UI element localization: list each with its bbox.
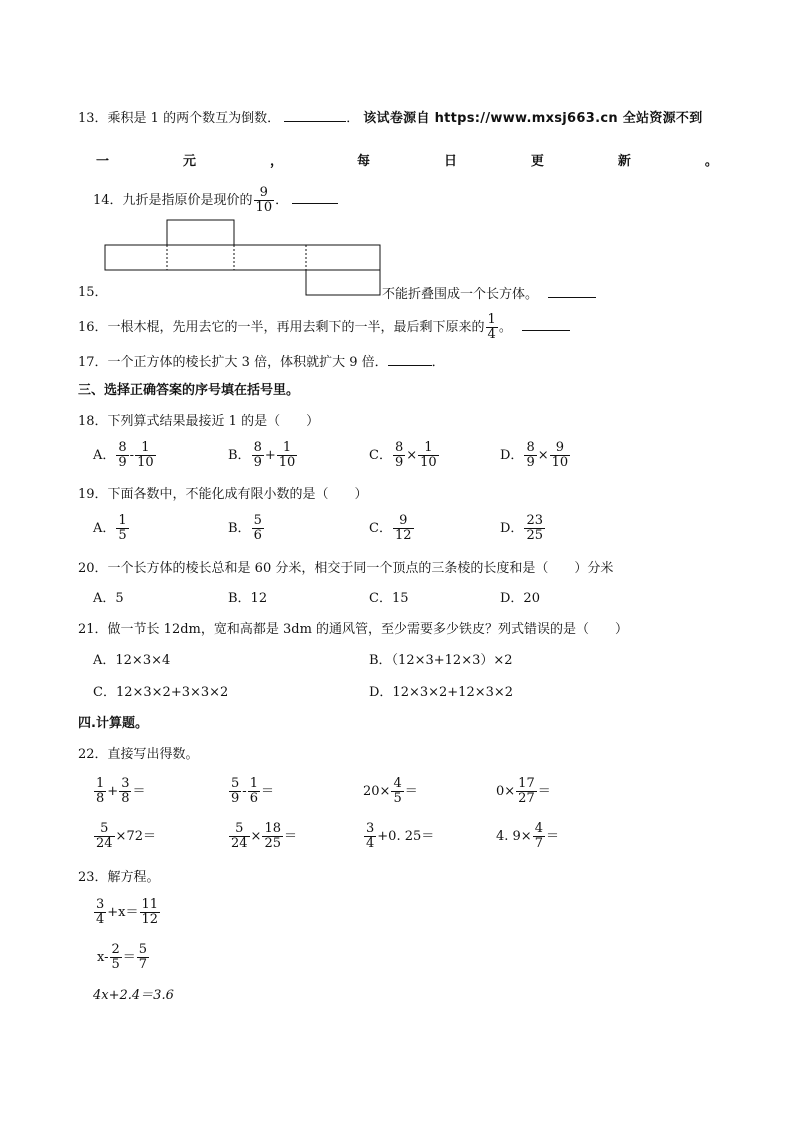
q20-option-b[interactable]: B．12 [228,591,268,606]
q13-ad: 该试卷源自 https://www.mxsj663.cn 全站资源不到 [363,111,703,126]
q22-item-4: 0× $\frac{17}{27}$ ＝ [496,776,551,806]
q23-equation-1: $\frac{3}{4}$ +x＝ $\frac{11}{12}$ [96,897,159,927]
q23-equation-2: x- $\frac{2}{5}$ ＝ $\frac{5}{7}$ [97,942,148,972]
q19-question: 19．下面各数中，不能化成有限小数的是（ ） [78,487,368,502]
q15-answer-blank[interactable] [548,284,596,298]
q20-question: 20．一个长方体的棱长总和是 60 分米，相交于同一个顶点的三条棱的长度和是（ ）分米 [78,561,614,576]
q18-option-b[interactable]: B． $\frac{8}{9}$ + $\frac{1}{10}$ [228,440,296,470]
q20-option-a[interactable]: A．5 [93,591,124,606]
q15-number: 15． [78,285,108,300]
q21-option-a[interactable]: A．12×3×4 [93,653,171,668]
q16-answer-blank[interactable] [522,317,570,331]
q13-line: 13．乘积是 1 的两个数互为倒数． ． 该试卷源自 https://www.mxsj663.cn 全站资源不到 [78,108,703,128]
q13-text: 乘积是 1 的两个数互为倒数． [107,111,281,126]
q22-item-7: $\frac{3}{4}$ +0. 25＝ [366,821,435,851]
q19-option-a[interactable]: A． $\frac{1}{5}$ [93,513,127,543]
q17-line: 17．一个正方体的棱长扩大 3 倍，体积就扩大 9 倍． ． [78,352,445,372]
q13-answer-blank[interactable] [284,108,346,122]
q23-question: 23．解方程。 [78,870,160,885]
q19-option-d[interactable]: D． $\frac{23}{25}$ [500,513,543,543]
q22-item-2: $\frac{5}{9}$ - $\frac{1}{6}$ ＝ [231,776,274,806]
q19-option-b[interactable]: B． $\frac{5}{6}$ [228,513,262,543]
q22-item-1: $\frac{1}{8}$ + $\frac{3}{8}$ ＝ [96,776,146,806]
q20-option-c[interactable]: C．15 [369,591,409,606]
q22-question: 22．直接写出得数。 [78,747,199,762]
q19-option-c[interactable]: C． $\frac{9}{12}$ [369,513,412,543]
q20-option-d[interactable]: D．20 [500,591,540,606]
q14-line: 14．九折是指原价是现价的 $\frac{9}{10}$ ． [93,186,338,215]
q22-item-6: $\frac{5}{24}$ × $\frac{18}{25}$ ＝ [231,821,298,851]
q13-ad-spread: 一 元 ， 每 日 更 新 。 [96,154,718,169]
q21-option-b[interactable]: B．（12×3+12×3）×2 [369,653,513,668]
q21-option-d[interactable]: D．12×3×2+12×3×2 [369,685,514,700]
section-3-heading: 三、选择正确答案的序号填在括号里。 [78,383,300,398]
q16-line: 16．一根木棍，先用去它的一半，再用去剩下的一半，最后剩下原来的 $\frac{1}{4}$ 。 [78,313,570,342]
q21-question: 21．做一节长 12dm，宽和高都是 3dm 的通风管，至少需要多少铁皮？列式错误的是（ ） [78,622,629,637]
q18-option-c[interactable]: C． $\frac{8}{9}$ × $\frac{1}{10}$ [369,440,437,470]
q18-option-a[interactable]: A． $\frac{8}{9}$ - $\frac{1}{10}$ [93,440,154,470]
q14-fraction: $\frac{9}{10}$ [255,185,273,215]
q23-equation-3: 4x+2.4＝3.6 [93,988,174,1003]
q18-option-d[interactable]: D． $\frac{8}{9}$ × $\frac{9}{10}$ [500,440,569,470]
q17-answer-blank[interactable] [388,352,432,366]
q14-answer-blank[interactable] [292,190,338,204]
q22-item-8: 4. 9× $\frac{4}{7}$ ＝ [496,821,559,851]
q21-option-c[interactable]: C．12×3×2+3×3×2 [93,685,229,700]
q16-fraction: $\frac{1}{4}$ [487,312,496,342]
q15-line: 不能折叠围成一个长方体。 [382,284,596,304]
q18-question: 18．下列算式结果最接近 1 的是（ ） [78,414,320,429]
q22-item-3: 20× $\frac{4}{5}$ ＝ [363,776,418,806]
section-4-heading: 四.计算题。 [78,716,148,731]
q22-item-5: $\frac{5}{24}$ ×72＝ [96,821,156,851]
q15-box-net-figure [100,216,390,306]
